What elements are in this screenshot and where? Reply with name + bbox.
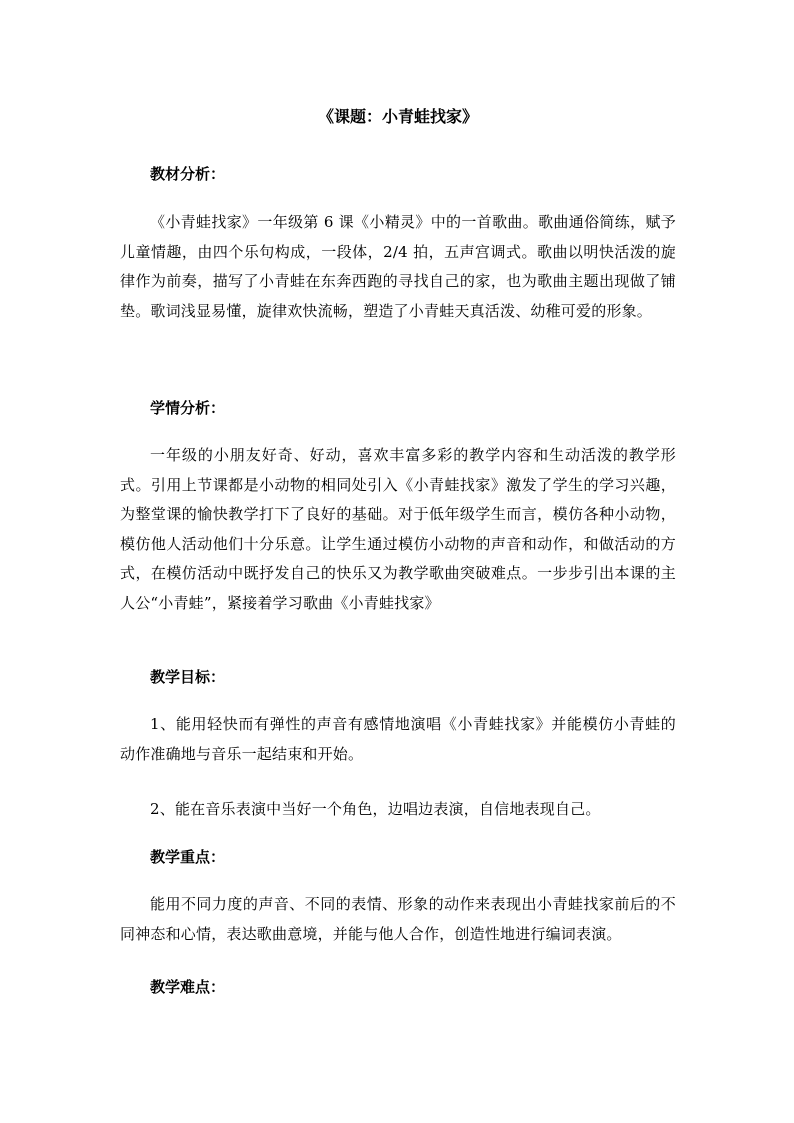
heading-materials: 教材分析： [150, 165, 226, 183]
heading-focus: 教学重点： [150, 848, 226, 866]
heading-goals: 教学目标： [150, 668, 226, 686]
paragraph-focus: 能用不同力度的声音、不同的表情、形象的动作来表现出小青蛙找家前后的不同神态和心情，表达歌曲意境，并能与他人合作，创造性地进行编词表演。 [120, 895, 676, 943]
document-title: 《课题：小青蛙找家》 [317, 107, 478, 126]
heading-difficulty: 教学难点： [150, 978, 226, 996]
paragraph-students: 一年级的小朋友好奇、好动，喜欢丰富多彩的教学内容和生动活泼的教学形式。引用上节课都是小动物的相同处引入《小青蛙找家》激发了学生的学习兴趣，为整堂课的愉快教学打下了良好的基础。对于低年级学生而言，模仿各种小动物，模仿他人活动他们十分乐意。让学生通过模仿小动物的声音和动作，和做活动的方式，在模仿活动中既抒发自己的快乐又为教学歌曲突破难点。一步步引出本课的主人公“小青蛙”，紧接着学习歌曲《小青蛙找家》 [120, 446, 676, 612]
paragraph-materials: 《小青蛙找家》一年级第 6 课《小精灵》中的一首歌曲。歌曲通俗简练，赋予儿童情趣，由四个乐句构成，一段体，2/4 拍，五声宫调式。歌曲以明快活泼的旋律作为前奏，描写了小青蛙在东奔西跑的寻找自己的家，也为歌曲主题出现做了铺垫。歌词浅显易懂，旋律欢快流畅，塑造了小青蛙天真活泼、幼稚可爱的形象。 [120, 213, 676, 320]
goal-item-1: 1、能用轻快而有弹性的声音有感情地演唱《小青蛙找家》并能模仿小青蛙的动作准确地与音乐一起结束和开始。 [120, 715, 676, 763]
goal-item-2: 2、能在音乐表演中当好一个角色，边唱边表演，自信地表现自己。 [150, 800, 601, 818]
heading-students: 学情分析： [150, 399, 226, 417]
